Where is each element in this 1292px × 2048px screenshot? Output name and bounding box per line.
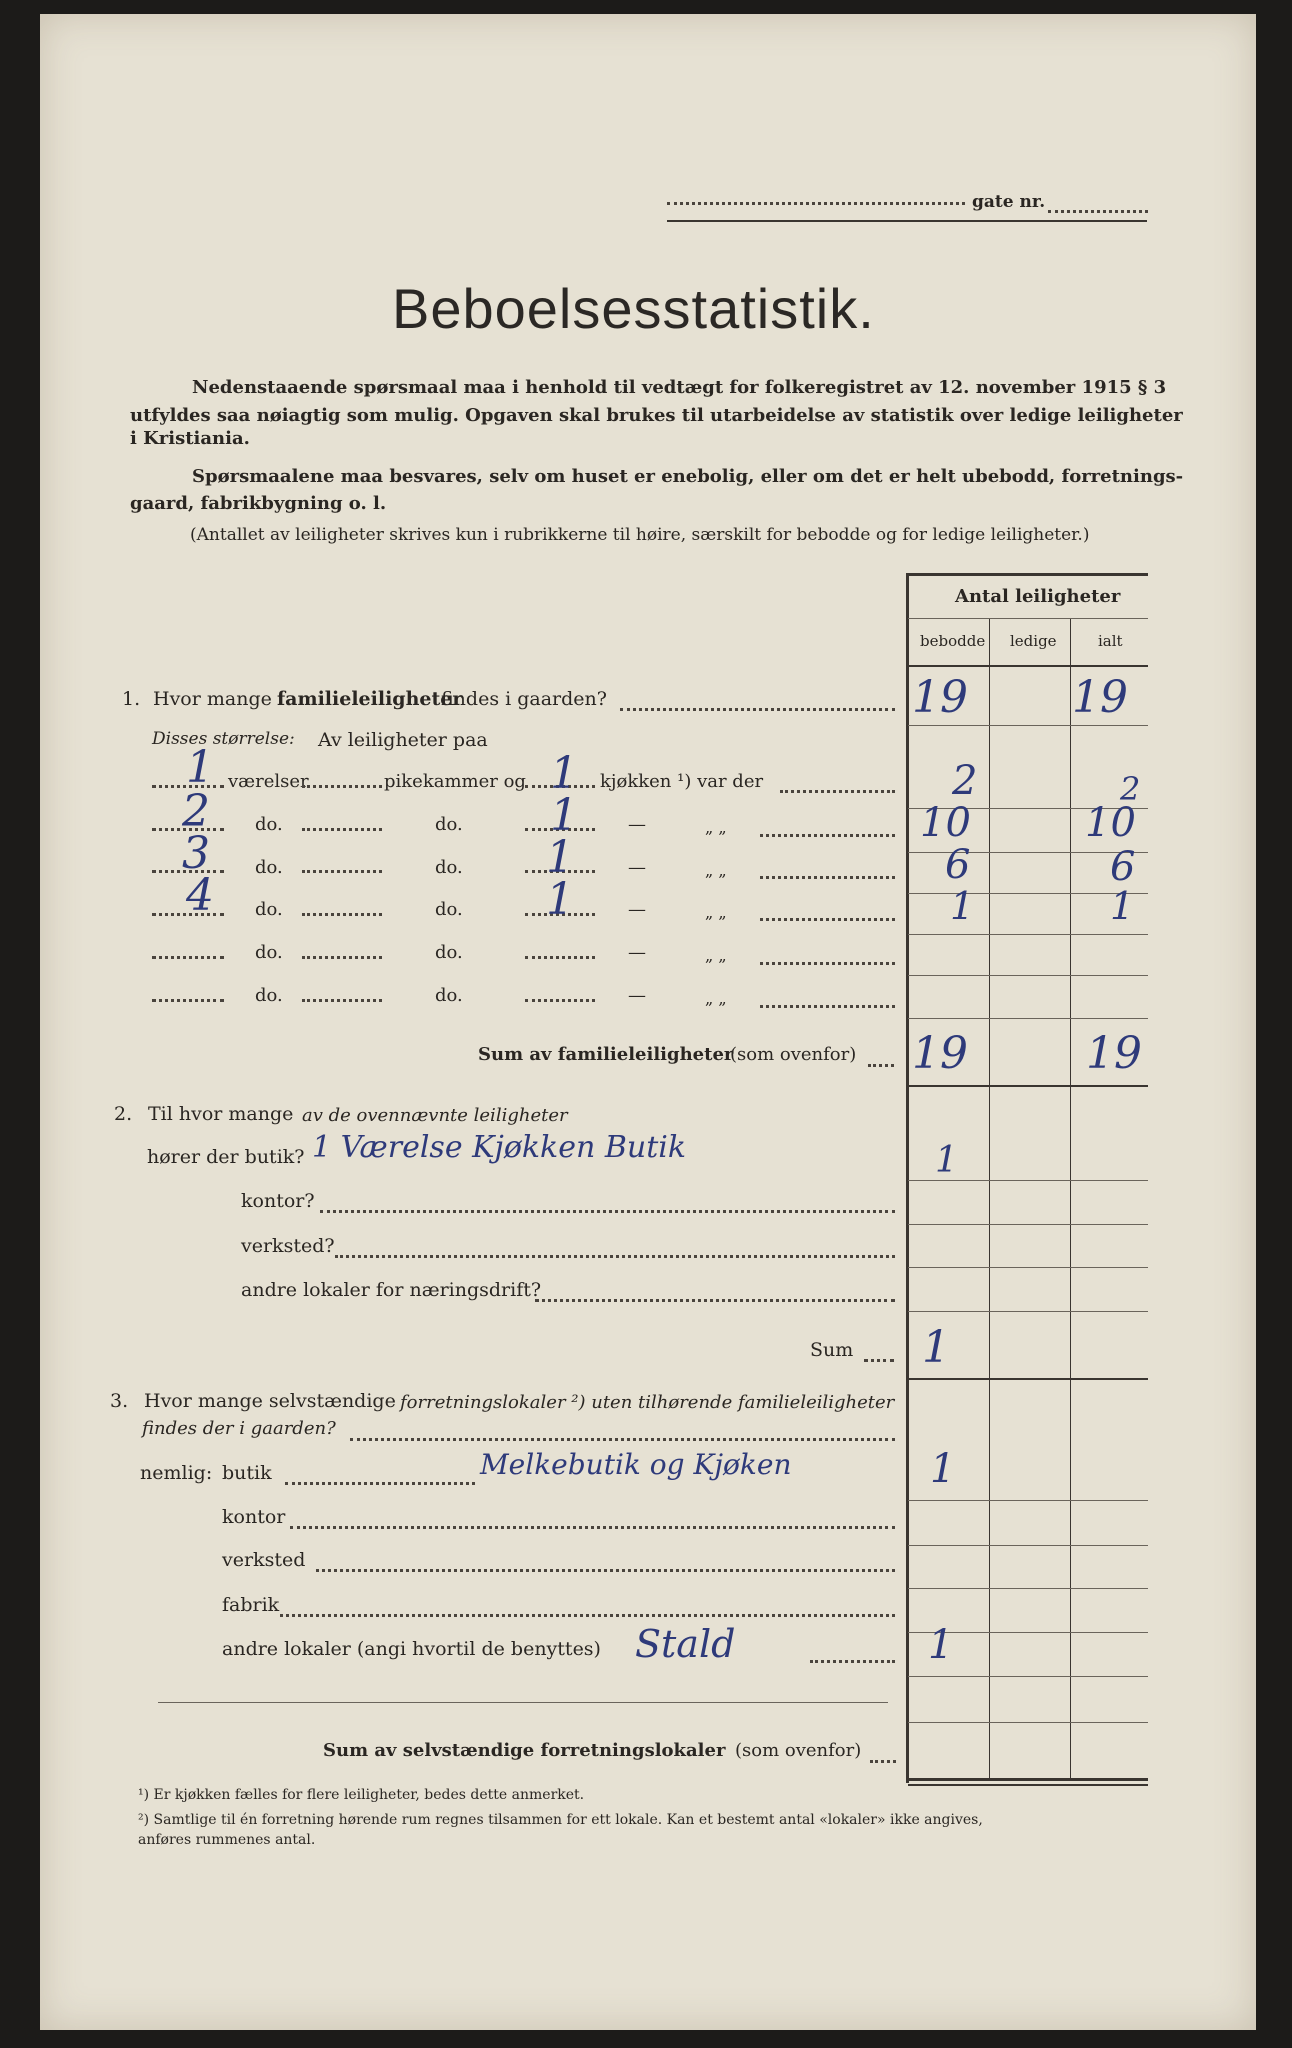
q3-sum-label-b: (som ovenfor): [735, 1740, 862, 1761]
leader-dots: [620, 708, 895, 711]
leader-dots: [316, 1569, 895, 1572]
q3-nemlig: nemlig:: [140, 1462, 213, 1484]
q3-andre-label: andre lokaler (angi hvortil de benyttes): [222, 1638, 601, 1660]
do-label: do.: [255, 857, 283, 878]
form-title: Beboelsesstatistik.: [392, 277, 875, 340]
kitchen-value: 1: [546, 832, 574, 883]
q3-number: 3.: [110, 1390, 129, 1412]
q3-fabrik-label: fabrik: [222, 1594, 280, 1616]
footnote-2b: anføres rummenes antal.: [138, 1832, 316, 1848]
q1-text-b: familieleiligheter: [277, 688, 463, 710]
ditto-marks: „ „: [705, 989, 727, 1008]
table-row-line: [908, 1588, 1148, 1589]
row-ialt-value: 2: [1120, 770, 1141, 808]
gate-number-line: [1048, 210, 1148, 213]
leader-dots: [760, 1005, 895, 1008]
q1-number: 1.: [122, 688, 141, 710]
leader-dots: [285, 1482, 475, 1485]
intro-line-3: i Kristiania.: [130, 428, 250, 449]
table-row-line: [908, 1722, 1148, 1723]
pikekammer-line: [302, 956, 382, 959]
ditto-marks: „ „: [705, 903, 727, 922]
table-top-rule: [908, 573, 1148, 576]
q3-text-a: Hvor mange selvstændige: [144, 1390, 396, 1412]
dash: —: [628, 857, 646, 878]
leader-dots: [335, 1255, 895, 1258]
row-bebodde-value: 1: [950, 884, 975, 928]
pikekammer-line: [302, 913, 382, 916]
q1-text-a: Hvor mange: [153, 688, 272, 710]
q3-text-c: findes der i gaarden?: [142, 1418, 336, 1439]
table-row-line: [908, 1500, 1148, 1501]
do-label: do.: [435, 985, 463, 1006]
intro2-line-1: Spørsmaalene maa besvares, selv om huset er enebolig, eller om det er helt ubebodd, forretnings-: [192, 466, 1184, 487]
table-row-line: [908, 1545, 1148, 1546]
do-label: do.: [255, 814, 283, 835]
table-row-line: [908, 975, 1148, 976]
table-row-line: [908, 934, 1148, 935]
intro2-line-2: gaard, fabrikbygning o. l.: [130, 493, 387, 514]
table-row-line: [908, 725, 1148, 726]
kitchen-value: 1: [546, 874, 574, 925]
table-row-line: [908, 1311, 1148, 1312]
q2-butik-label: hører der butik?: [147, 1146, 305, 1168]
leader-dots: [870, 1760, 896, 1763]
leader-dots: [320, 1210, 895, 1213]
q3-butik-handwriting: Melkebutik og Kjøken: [480, 1448, 792, 1481]
leader-dots: [535, 1299, 895, 1302]
kitchen-line: [525, 999, 595, 1002]
q2-kontor-label: kontor?: [241, 1190, 315, 1212]
row-bebodde-value: 6: [945, 842, 971, 888]
kitchen-line: [525, 956, 595, 959]
rooms-line: [152, 956, 224, 959]
q3-sum-label-a: Sum av selvstændige forretningslokaler: [323, 1740, 726, 1761]
table-row-line: [908, 1224, 1148, 1225]
q1-sum-label-b: (som ovenfor): [730, 1044, 857, 1065]
intro3: (Antallet av leiligheter skrives kun i rubrikkerne til høire, særskilt for bebodde og for ledige leiligheter.): [190, 525, 1090, 545]
pikekammer-line: [302, 999, 382, 1002]
pikekammer-label: pikekammer og: [384, 771, 526, 792]
do-label: do.: [435, 942, 463, 963]
leader-dots: [760, 918, 895, 921]
leader-dots: [868, 1064, 894, 1067]
q3-andre-value: 1: [928, 1622, 954, 1668]
row-bebodde-value: 10: [920, 800, 971, 846]
dash: —: [628, 814, 646, 835]
intro-line-2: utfyldes saa nøiagtig som mulig. Opgaven skal brukes til utarbeidelse av statistik over ledige leiligheter: [130, 405, 1183, 426]
size-text: Av leiligheter paa: [318, 729, 488, 751]
ditto-marks: „ „: [705, 818, 727, 837]
street-name-line: [667, 202, 965, 205]
do-label: do.: [255, 942, 283, 963]
q3-butik-label: butik: [222, 1462, 272, 1484]
q2-sum-value: 1: [922, 1322, 950, 1373]
dash: —: [628, 899, 646, 920]
ditto-marks: „ „: [705, 861, 727, 880]
leader-dots: [780, 790, 895, 793]
pikekammer-line: [302, 785, 382, 788]
q2-andre-label: andre lokaler for næringsdrift?: [241, 1279, 542, 1301]
ditto-marks: „ „: [705, 946, 727, 965]
do-label: do.: [435, 814, 463, 835]
table-bottom-rule: [908, 1778, 1148, 1781]
rooms-value: 4: [186, 870, 214, 921]
q3-separator-line: [158, 1702, 888, 1703]
table-header-bottom: [908, 665, 1148, 667]
q3-text-b: forretningslokaler ²) uten tilhørende familieleiligheter: [400, 1392, 895, 1413]
kitchen-value: 1: [550, 790, 578, 841]
table-row-line: [908, 1378, 1148, 1380]
q1-bebodde-value: 19: [912, 672, 968, 723]
q1-sum-ialt: 19: [1086, 1028, 1142, 1079]
rooms-value: 3: [182, 828, 210, 879]
do-label: do.: [435, 857, 463, 878]
row-ialt-value: 10: [1085, 800, 1136, 846]
rooms-value: 1: [186, 742, 214, 793]
q2-verksted-label: verksted?: [241, 1235, 335, 1257]
q2-sum-label: Sum: [810, 1339, 854, 1361]
table-row-line: [908, 1018, 1148, 1019]
table-bottom-rule-2: [908, 1784, 1148, 1786]
q3-andre-handwriting: Stald: [635, 1622, 736, 1666]
intro-line-1: Nedenstaaende spørsmaal maa i henhold til vedtægt for folkeregistret av 12. november 1915 § 3: [192, 377, 1167, 398]
table-row-line: [908, 1267, 1148, 1268]
size-label: Disses størrelse:: [152, 729, 295, 749]
table-left-border: [906, 573, 909, 1783]
q1-sum-label-a: Sum av familieleiligheter: [478, 1044, 734, 1065]
q3-butik-value: 1: [930, 1446, 956, 1492]
row-ialt-value: 1: [1110, 884, 1135, 928]
footnote-2a: ²) Samtlige til én forretning hørende rum regnes tilsammen for ett lokale. Kan et bestemt antal «lokaler» ikke angives,: [138, 1812, 983, 1828]
table-row-line: [908, 1676, 1148, 1677]
q2-butik-value: 1: [935, 1140, 958, 1181]
table-col-divider-1: [989, 618, 990, 1778]
leader-dots: [760, 876, 895, 879]
leader-dots: [280, 1614, 895, 1617]
vaerelser-label: værelser: [228, 771, 309, 792]
table-row-line: [908, 1085, 1148, 1087]
col-header-ledige: ledige: [1010, 632, 1057, 650]
col-header-ialt: ialt: [1098, 632, 1123, 650]
dash: —: [628, 942, 646, 963]
q3-verksted-label: verksted: [222, 1549, 306, 1571]
q3-kontor-label: kontor: [222, 1506, 286, 1528]
leader-dots: [864, 1359, 894, 1362]
q2-text-a: Til hvor mange: [148, 1103, 294, 1125]
q1-sum-bebodde: 19: [912, 1028, 968, 1079]
leader-dots: [350, 1438, 895, 1441]
leader-dots: [810, 1660, 895, 1663]
gate-label: gate nr.: [972, 192, 1046, 212]
do-label: do.: [255, 985, 283, 1006]
col-header-bebodde: bebodde: [920, 632, 986, 650]
do-label: do.: [255, 899, 283, 920]
pikekammer-line: [302, 870, 382, 873]
header-rule: [667, 220, 1147, 222]
do-label: do.: [435, 899, 463, 920]
rooms-line: [152, 999, 224, 1002]
q1-ialt-value: 19: [1072, 672, 1128, 723]
pikekammer-line: [302, 828, 382, 831]
row-bebodde-value: 2: [952, 758, 978, 804]
rooms-value: 2: [182, 786, 210, 837]
q2-butik-handwriting: 1 Værelse Kjøkken Butik: [312, 1130, 687, 1165]
q2-text-b: av de ovennævnte leiligheter: [302, 1105, 568, 1126]
footnote-1: ¹) Er kjøkken fælles for flere leiligheter, bedes dette anmerket.: [138, 1787, 585, 1803]
kitchen-value: 1: [550, 748, 578, 799]
q1-text-c: findes i gaarden?: [441, 688, 607, 710]
dash: —: [628, 985, 646, 1006]
table-header-divider: [908, 618, 1148, 619]
kjokken-label: kjøkken ¹) var der: [600, 771, 764, 792]
table-col-divider-2: [1070, 618, 1071, 1778]
leader-dots: [760, 834, 895, 837]
leader-dots: [290, 1526, 895, 1529]
q2-number: 2.: [114, 1103, 133, 1125]
row-ialt-value: 6: [1110, 844, 1136, 890]
leader-dots: [760, 962, 895, 965]
table-group-header: Antal leiligheter: [955, 586, 1121, 607]
